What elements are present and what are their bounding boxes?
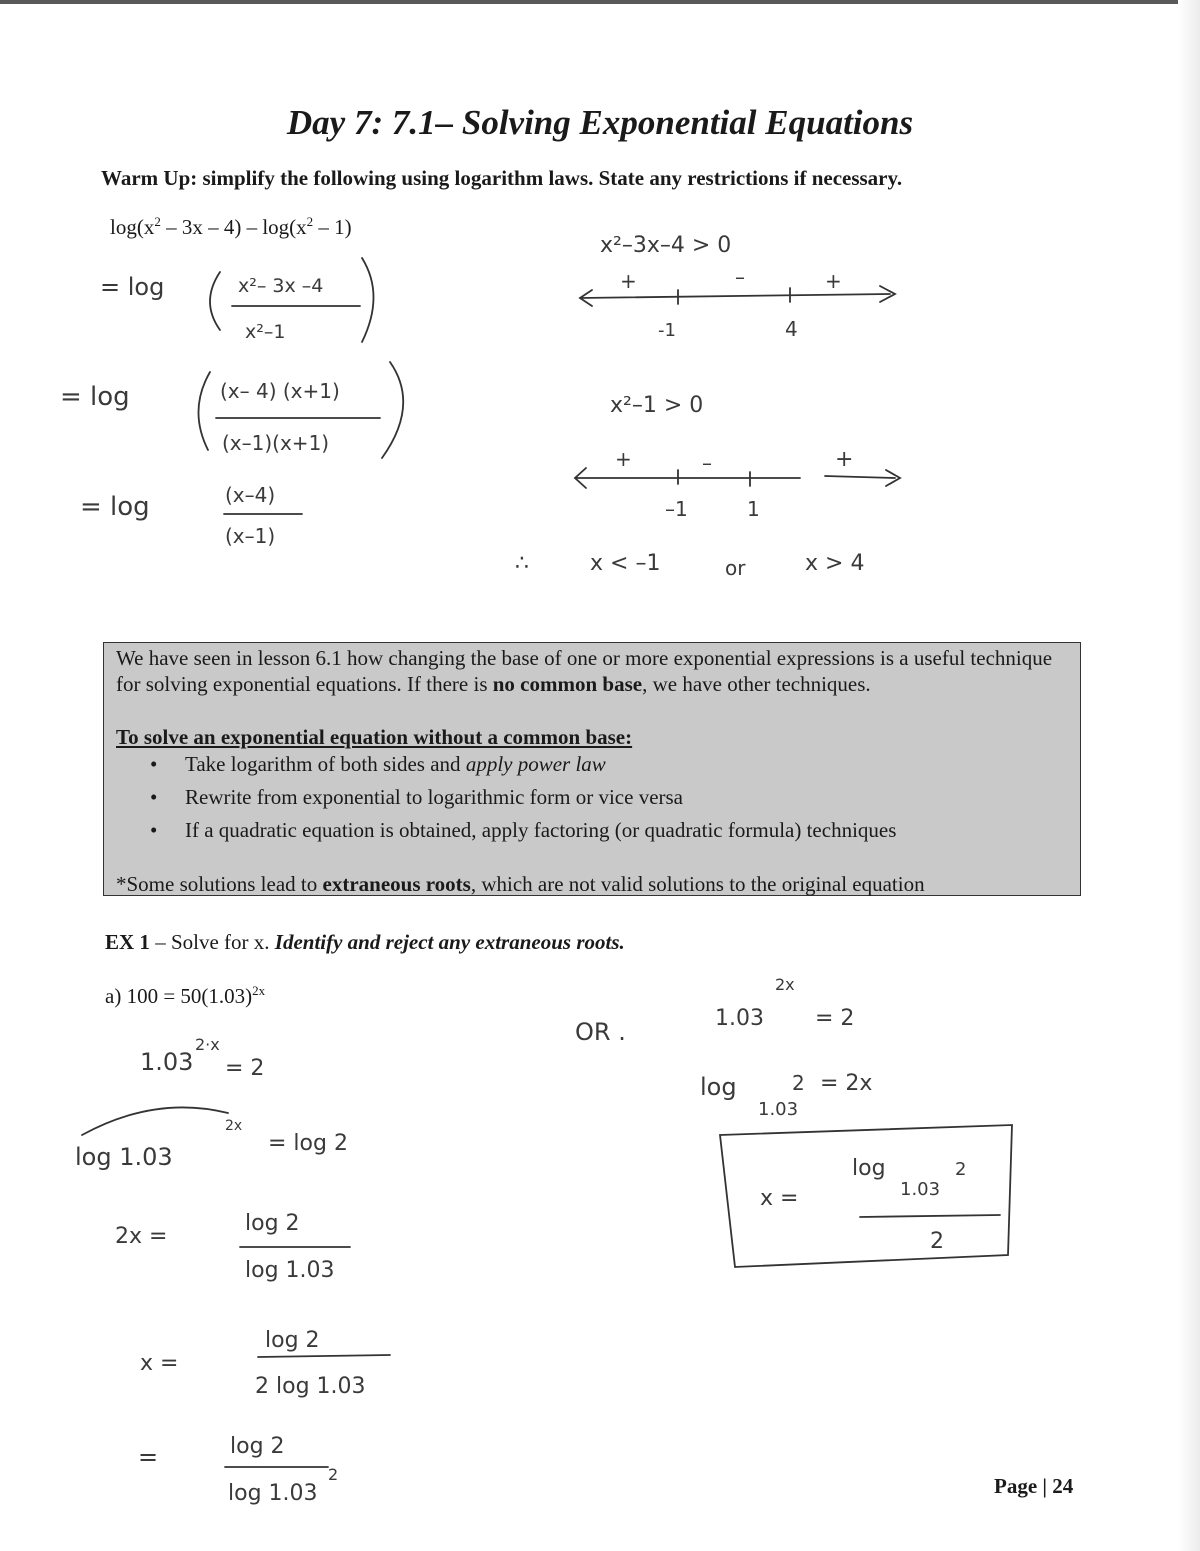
warm-up-expression: $\log(x^2 - 3x - 4) - \log(x^2 - 1)$ [110,214,352,239]
hw-inequality-2: x²–1 > 0 [610,393,704,418]
hw-step5-denominator: log 1.03 [228,1481,318,1506]
bullet-item: • Take logarithm of both sides and apply power law [150,752,606,776]
hw-step4-denominator: 2 log 1.03 [255,1374,366,1399]
handwritten-restrictions [515,220,960,590]
page-number: Page | 24 [994,1474,1074,1498]
bullet-item: • If a quadratic equation is obtained, apply factoring (or quadratic formula) techniques [150,818,897,842]
hw-step1-rhs: = 2 [225,1056,265,1081]
hw-step3-numerator: log 2 [245,1211,300,1236]
example-1-part-a: a) $100 = 50(1.03)^{2x}$ [105,983,266,1008]
hw-step5-den-exponent: 2 [328,1465,339,1484]
hw-step2-exponent: 2x [225,1118,243,1134]
hw-line2-prefix: = log [60,382,130,412]
hw-eq1-rhs: = 2 [815,1006,855,1031]
hw-answer-arg: 2 [955,1159,967,1180]
hw-line3-denominator: (x–1) [225,524,276,548]
handwritten-ex1-alternative [570,970,1030,1280]
scan-top-edge [0,0,1200,4]
bullet-dot: • [150,785,158,809]
hw-eq2-log: log [700,1073,737,1101]
hw-sign-1c: + [825,269,842,293]
hw-sign-2c: + [835,447,854,472]
hw-sign-2a: + [615,447,632,471]
hw-answer-log: log [852,1156,886,1181]
hw-line1-denominator: x²–1 [245,321,286,343]
info-box-note: *Some solutions lead to extraneous roots, which are not valid solutions to the original equation [116,872,925,896]
hw-line2-numerator: (x– 4) (x+1) [220,379,340,403]
hw-line3-numerator: (x–4) [225,483,276,507]
hw-step2-lhs: log 1.03 [75,1143,173,1171]
hw-step1-base: 1.03 [140,1048,194,1076]
bullet-item: • Rewrite from exponential to logarithmic form or vice versa [150,785,684,809]
hw-eq1-exponent: 2x [775,975,795,994]
hw-step3-denominator: log 1.03 [245,1258,335,1283]
info-box-heading: To solve an exponential equation without a common base: [116,725,633,749]
hw-tick-1b: 4 [785,317,798,341]
warm-up-instruction: Warm Up: simplify the following using logarithm laws. State any restrictions if necessary. [101,166,903,190]
hw-conclusion-b: x > 4 [805,551,865,576]
bullet-dot: • [150,752,158,776]
hw-eq1-base: 1.03 [715,1006,764,1031]
hw-tick-2b: 1 [747,497,760,521]
hw-conclusion-a: x < –1 [590,551,661,576]
hw-step4-lhs: x = [140,1351,179,1376]
hw-eq2-arg: 2 [792,1071,805,1095]
hw-therefore: ∴ [515,551,529,576]
hw-sign-2b: – [702,451,712,475]
hw-sign-1b: – [735,265,745,289]
hw-line1-prefix: = log [100,273,165,301]
hw-tick-2a: –1 [665,497,688,521]
hw-step5-numerator: log 2 [230,1434,285,1459]
hw-line1-numerator: x²– 3x –4 [238,275,324,297]
bullet-dot: • [150,818,158,842]
hw-step4-numerator: log 2 [265,1328,320,1353]
page-title: Day 7: 7.1– Solving Exponential Equations [286,103,914,142]
hw-answer-base: 1.03 [900,1179,941,1200]
hw-or-label: OR . [575,1018,626,1046]
hw-sign-1a: + [620,269,637,293]
hw-inequality-1: x²–3x–4 > 0 [600,233,732,258]
hw-line3-prefix: = log [80,492,150,522]
example-1-heading: EX 1 – Solve for x. Identify and reject any extraneous roots. [105,930,625,954]
hw-eq2-base: 1.03 [758,1099,799,1120]
hw-step3-lhs: 2x = [115,1224,168,1249]
handwritten-warmup-simplification [40,250,460,570]
hw-step5-lhs: = [138,1443,159,1471]
hw-step1-exponent: 2·x [195,1035,220,1054]
hw-answer-lhs: x = [760,1186,799,1211]
info-box [103,642,1081,896]
info-box-paragraph: We have seen in lesson 6.1 how changing the base of one or more exponential expressions is a useful technique for solving exponential equations. If there is no common base, we have other techniques. [116,646,1053,696]
scan-right-edge [1178,0,1200,1551]
hw-conclusion-or: or [725,556,746,580]
hw-answer-denominator: 2 [930,1229,944,1254]
hw-step2-rhs: = log 2 [268,1131,348,1156]
hw-line2-denominator: (x–1)(x+1) [222,431,330,455]
hw-tick-1a: -1 [658,320,676,341]
handwritten-ex1-solution [60,1025,420,1525]
info-box-bullets [144,751,896,850]
hw-eq2-rhs: = 2x [820,1071,873,1096]
